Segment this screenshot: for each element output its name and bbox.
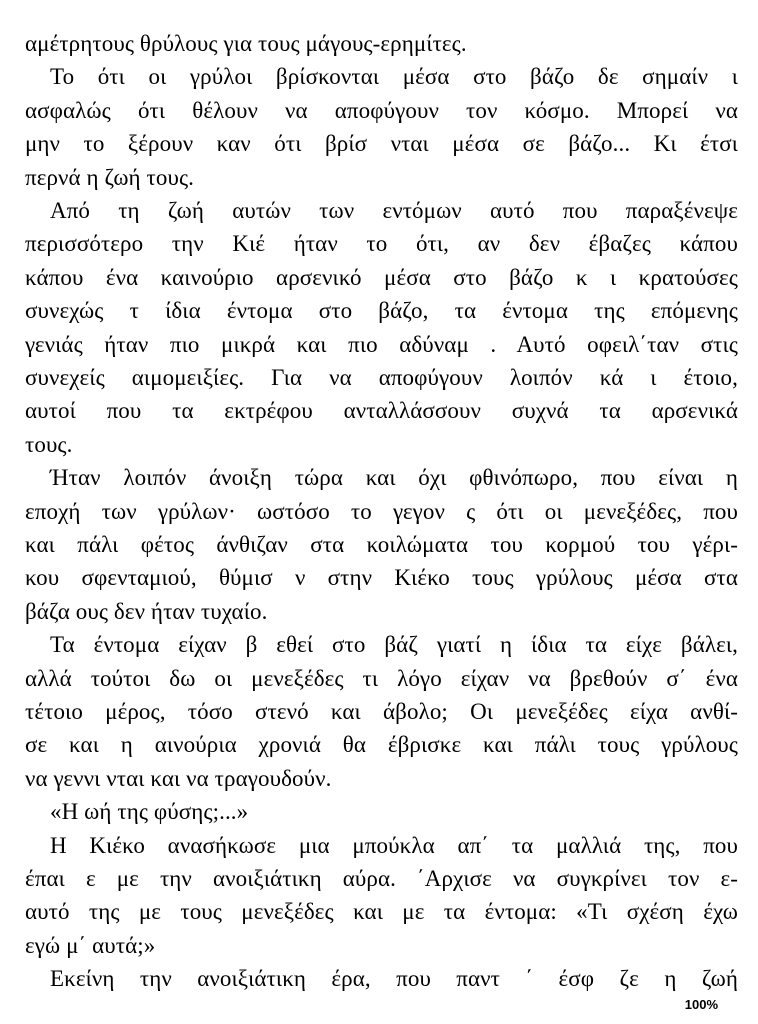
text-line: περισσότερο την Κιέ ήταν το ότι, αν δεν έβαζες κάπου xyxy=(25,231,738,257)
text-line: «Η ωή της φύσης;...» xyxy=(50,799,249,825)
text-line: αυτό της με τους μενεξέδες και με τα έντομα: «Τι σχέση έχω xyxy=(25,899,738,925)
text-line: να γεννι νται και να τραγουδούν. xyxy=(25,765,332,791)
text-line: εγώ μ΄ αυτά;» xyxy=(25,932,156,958)
text-line: αμέτρητους θρύλους για τους μάγους-ερημίτες. xyxy=(25,31,467,56)
text-line: συνεχώς τ ίδια έντομα στο βάζο, τα έντομα της επόμενης xyxy=(25,298,738,324)
text-line: Το ότι οι γρύλοι βρίσκονται μέσα στο βάζο δε σημαίν ι xyxy=(50,64,738,90)
text-line: περνά η ζωή τους. xyxy=(25,164,195,190)
text-line: μην το ξέρουν καν ότι βρίσ νται μέσα σε βάζο... Κι έτσι xyxy=(25,131,738,157)
text-line: Η Κιέκο ανασήκωσε μια μπούκλα απ΄ τα μαλλιά της, που xyxy=(50,832,738,858)
text-line: βάζα ους δεν ήταν τυχαίο. xyxy=(25,598,268,624)
text-line: και πάλι φέτος άνθιζαν στα κοιλώματα του κορμού του γέρι- xyxy=(25,532,738,557)
text-line: γενιάς ήταν πιο μικρά και πιο αδύναμ . Αυτό οφειλ΄ταν στις xyxy=(25,331,738,357)
text-line: Ήταν λοιπόν άνοιξη τώρα και όχι φθινόπωρο, που είναι η xyxy=(50,465,738,491)
text-line: κάπου ένα καινούριο αρσενικό μέσα στο βάζο κ ι κρατούσες xyxy=(25,264,738,290)
text-line: ασφαλώς ότι θέλουν να αποφύγουν τον κόσμο. Μπορεί να xyxy=(25,97,738,123)
text-line: Τα έντομα είχαν β εθεί στο βάζ γιατί η ίδια τα είχε βάλει, xyxy=(50,632,738,658)
text-line: κου σφενταμιού, θύμισ ν στην Κιέκο τους γρύλους μέσα στα xyxy=(25,565,738,591)
text-line: τους. xyxy=(25,431,73,457)
text-line: εποχή των γρύλων· ωστόσο το γεγον ς ότι οι μενεξέδες, που xyxy=(25,498,738,524)
text-line: Από τη ζωή αυτών των εντόμων αυτό που παραξένεψε xyxy=(50,198,738,223)
text-line: συνεχείς αιμομειξίες. Για να αποφύγουν λοιπόν κά ι έτοιο, xyxy=(25,365,738,390)
zoom-level-indicator: 100% xyxy=(684,997,718,1012)
text-line: τέτοιο μέρος, τόσο στενό και άβολο; Οι μενεξέδες είχα ανθί- xyxy=(25,699,738,724)
text-line: αλλά τούτοι δω οι μενεξέδες τι λόγο είχαν να βρεθούν σ΄ ένα xyxy=(25,665,738,691)
text-line: σε και η αινούρια χρονιά θα έβρισκε και πάλι τους γρύλους xyxy=(25,732,738,758)
text-line: Εκείνη την ανοιξιάτικη έρα, που παντ ΄ έσφ ζε η ζωή xyxy=(50,966,738,992)
text-line: έπαι ε με την ανοιξιάτικη αύρα. ΄Αρχισε να συγκρίνει τον ε- xyxy=(25,866,738,891)
text-line: αυτοί που τα εκτρέφου ανταλλάσσουν συχνά τα αρσενικά xyxy=(25,398,738,424)
